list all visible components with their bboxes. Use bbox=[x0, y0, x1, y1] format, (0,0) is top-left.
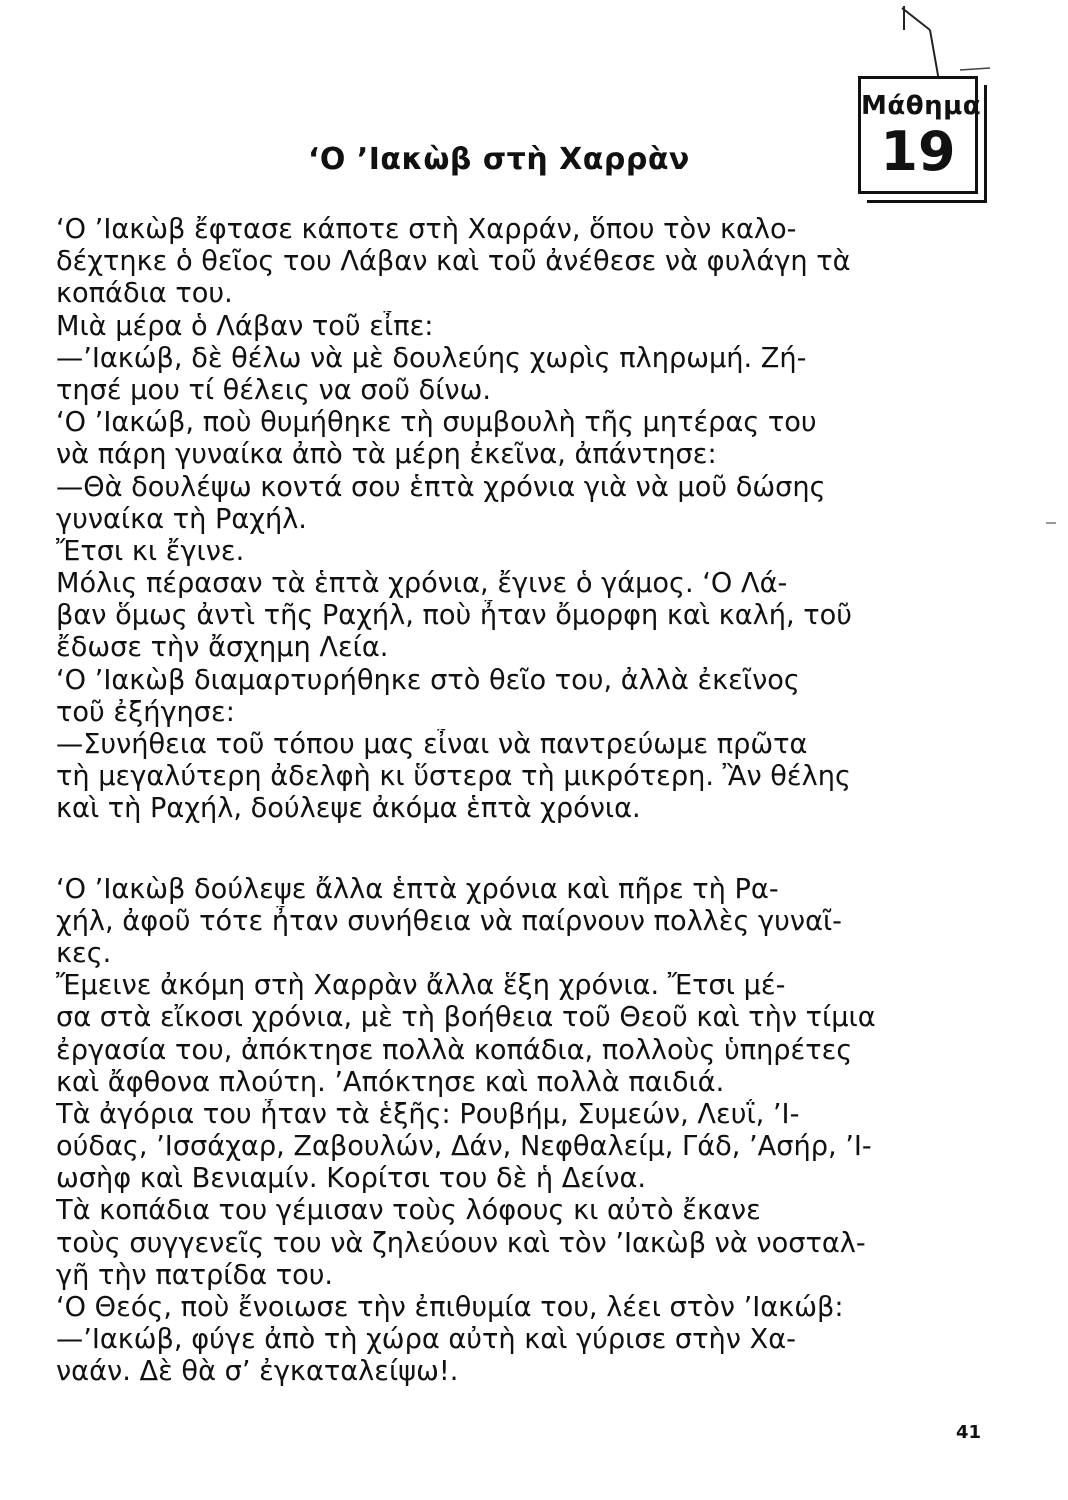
page-number: 41 bbox=[956, 1422, 982, 1443]
text-line: κοπάδια του. bbox=[56, 278, 233, 310]
text-line: κες. bbox=[56, 937, 112, 969]
text-line: —’Ιακώβ, φύγε ἀπὸ τὴ χώρα αὐτὴ καὶ γύρισε στὴν Χα- bbox=[56, 1324, 796, 1356]
margin-mark bbox=[1046, 522, 1056, 524]
text-line: Ἔτσι κι ἔγινε. bbox=[56, 535, 245, 567]
text-line: τοῦ ἐξήγησε: bbox=[56, 696, 235, 728]
text-line: Ἔμεινε ἀκόμη στὴ Χαρρὰν ἄλλα ἕξη χρόνια. Ἔτσι μέ- bbox=[56, 970, 786, 1002]
text-line: —Θὰ δουλέψω κοντά σου ἑπτὰ χρόνια γιὰ νὰ μοῦ δώσης bbox=[56, 471, 826, 503]
lesson-label: Μάθημα bbox=[861, 91, 982, 121]
text-line: ‘Ο ’Ιακὼβ ἔφτασε κάποτε στὴ Χαρράν, ὅπου τὸν καλο- bbox=[56, 214, 797, 245]
text-line: —Συνήθεια τοῦ τόπου μας εἶναι νὰ παντρεύωμε πρῶτα bbox=[56, 729, 808, 760]
text-line: γῆ τὴν πατρίδα του. bbox=[56, 1259, 334, 1291]
text-line: Τὰ ἀγόρια του ἦταν τὰ ἑξῆς: Ρουβήμ, Συμεών, Λευΐ, ’Ι- bbox=[56, 1098, 800, 1130]
lesson-number: 19 bbox=[880, 120, 956, 183]
text-line: ούδας, ’Ισσάχαρ, Ζαβουλών, Δάν, Νεφθαλείμ, Γάδ, ’Ασήρ, ’Ι- bbox=[56, 1131, 872, 1163]
paragraph-gap bbox=[56, 826, 980, 874]
text-line: Μιὰ μέρα ὁ Λάβαν τοῦ εἶπε: bbox=[56, 310, 434, 342]
text-line: δέχτηκε ὁ θεῖος του Λάβαν καὶ τοῦ ἀνέθεσε νὰ φυλάγη τὰ bbox=[56, 246, 851, 278]
text-line: νὰ πάρη γυναίκα ἀπὸ τὰ μέρη ἐκεῖνα, ἀπάντησε: bbox=[56, 439, 717, 471]
text-line: τοὺς συγγενεῖς του νὰ ζηλεύουν καὶ τὸν ’Ιακὼβ νὰ νοσταλ- bbox=[56, 1227, 866, 1259]
text-line: καὶ τὴ Ραχήλ, δούλεψε ἀκόμα ἑπτὰ χρόνια. bbox=[56, 793, 641, 825]
lesson-badge bbox=[858, 76, 982, 194]
text-line: βαν ὅμως ἀντὶ τῆς Ραχήλ, ποὺ ἦταν ὄμορφη καὶ καλή, τοῦ bbox=[56, 600, 852, 632]
text-line: ‘Ο ’Ιακώβ, ποὺ θυμήθηκε τὴ συμβουλὴ τῆς μητέρας του bbox=[56, 407, 817, 439]
text-line: σα στὰ εἴκοσι χρόνια, μὲ τὴ βοήθεια τοῦ Θεοῦ καὶ τὴν τίμια bbox=[56, 1002, 876, 1034]
text-line: ωσὴφ καὶ Βενιαμίν. Κορίτσι του δὲ ἡ Δείνα. bbox=[56, 1163, 647, 1195]
text-line: γυναίκα τὴ Ραχήλ. bbox=[56, 503, 307, 535]
text-line: ἐργασία του, ἀπόκτησε πολλὰ κοπάδια, πολλοὺς ὑπηρέτες bbox=[56, 1034, 853, 1066]
text-line: τησέ μου τί θέλεις να σοῦ δίνω. bbox=[56, 374, 492, 406]
text-line: καὶ ἄφθονα πλούτη. ’Απόκτησε καὶ πολλὰ παιδιά. bbox=[56, 1066, 725, 1098]
text-line: ἔδωσε τὴν ἄσχημη Λεία. bbox=[56, 632, 389, 664]
text-line: τὴ μεγαλύτερη ἀδελφὴ κι ὕστερα τὴ μικρότερη. Ἂν θέλης bbox=[56, 761, 851, 793]
body-text bbox=[56, 214, 980, 1389]
page-title: ‘Ο ’Ιακὼβ στὴ Χαρρὰν bbox=[308, 142, 690, 177]
text-line: Μόλις πέρασαν τὰ ἑπτὰ χρόνια, ἔγινε ὁ γάμος. ‘Ο Λά- bbox=[56, 568, 788, 600]
text-line: χήλ, ἀφοῦ τότε ἦταν συνήθεια νὰ παίρνουν πολλὲς γυναῖ- bbox=[56, 905, 842, 937]
text-line: ναάν. Δὲ θὰ σ’ ἐγκαταλείψω!. bbox=[56, 1356, 459, 1388]
text-line: ‘Ο Θεός, ποὺ ἔνοιωσε τὴν ἐπιθυμία του, λέει στὸν ’Ιακώβ: bbox=[56, 1292, 844, 1323]
text-line: ‘Ο ’Ιακὼβ διαμαρτυρήθηκε στὸ θεῖο του, ἀλλὰ ἐκεῖνος bbox=[56, 664, 800, 696]
text-line: Τὰ κοπάδια του γέμισαν τοὺς λόφους κι αὐτὸ ἔκανε bbox=[56, 1195, 761, 1227]
text-line: —’Ιακώβ, δὲ θέλω νὰ μὲ δουλεύης χωρὶς πληρωμή. Ζή- bbox=[56, 342, 807, 374]
text-line: ‘Ο ’Ιακὼβ δούλεψε ἄλλα ἑπτὰ χρόνια καὶ πῆρε τὴ Ρα- bbox=[56, 873, 779, 905]
